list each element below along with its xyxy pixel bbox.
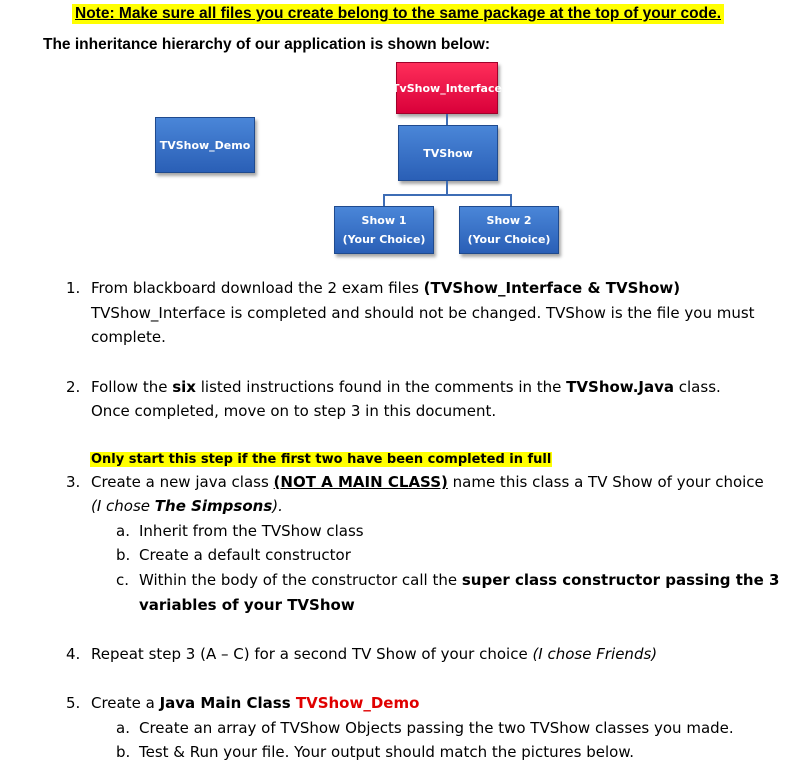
step-2-file: TVShow.Java [566, 378, 674, 396]
step-5-demo-name: TVShow_Demo [295, 694, 420, 712]
step-3c-label: c. [116, 571, 130, 589]
step-2-six: six [172, 378, 196, 396]
show1-subtitle: (Your Choice) [342, 233, 426, 247]
step-1-files: (TVShow_Interface & TVShow) [423, 279, 681, 297]
step-3b-label: b. [116, 546, 131, 564]
interface-box-label: TvShow_Interface [392, 81, 502, 95]
show2-box [459, 206, 559, 254]
step-3-show-name: The Simpsons [154, 497, 273, 515]
step-4-number: 4. [66, 645, 81, 663]
show1-box [334, 206, 434, 254]
step-3-text-b: name this class a TV Show of your choice [447, 473, 764, 491]
show2-title: Show 2 [486, 213, 532, 227]
step-3-not-main: (NOT A MAIN CLASS) [273, 473, 448, 491]
step-1-line-3: complete. [91, 328, 166, 346]
prerequisite-highlight [90, 449, 552, 469]
step-1-line-2: TVShow_Interface is completed and should not be changed. TVShow is the file you must [91, 304, 755, 322]
step-1-text: From blackboard download the 2 exam files [91, 279, 424, 297]
step-3c-text: Within the body of the constructor call the [139, 571, 462, 589]
step-5-main-class: Java Main Class [159, 694, 296, 712]
tvshow-parent-box [398, 125, 498, 181]
tvshow-parent-label: TVShow [423, 146, 473, 160]
step-2-text-c: class. [674, 378, 721, 396]
demo-box [155, 117, 255, 173]
step-3-line-1 [91, 470, 764, 495]
step-1-line-1 [91, 276, 680, 301]
step-5a-label: a. [116, 719, 130, 737]
step-3-chose: (I chose [91, 497, 155, 515]
step-2-text-b: listed instructions found in the comments in the [195, 378, 567, 396]
step-5a-text: Create an array of TVShow Objects passing the two TVShow classes you made. [139, 719, 734, 737]
step-4-text: Repeat step 3 (A – C) for a second TV Show of your choice [91, 645, 533, 663]
interface-box [392, 62, 502, 114]
demo-box-label: TVShow_Demo [159, 138, 251, 152]
step-2-number: 2. [66, 378, 81, 396]
step-3-line-2 [91, 494, 283, 519]
step-2-line-1 [91, 375, 721, 400]
step-5-number: 5. [66, 694, 81, 712]
step-2-line-2: Once completed, move on to step 3 in this document. [91, 402, 497, 420]
step-3-close: ). [272, 497, 283, 515]
step-5-line-1 [91, 691, 419, 716]
step-5b-label: b. [116, 743, 131, 761]
hierarchy-intro: The inheritance hierarchy of our application is shown below: [43, 36, 490, 53]
step-5-text: Create a [91, 694, 160, 712]
step-4-line [91, 642, 657, 667]
step-3-text-a: Create a new java class [91, 473, 274, 491]
step-1-number: 1. [66, 279, 81, 297]
step-3a-text: Inherit from the TVShow class [139, 522, 364, 540]
show1-title: Show 1 [361, 213, 407, 227]
step-5b-text: Test & Run your file. Your output should match the pictures below. [139, 743, 634, 761]
connector-parent-down [446, 181, 448, 195]
connector-show2 [510, 194, 512, 206]
connector-horizontal [383, 194, 512, 196]
step-3c-line-1 [139, 568, 779, 593]
step-3b-text: Create a default constructor [139, 546, 351, 564]
step-3-number: 3. [66, 473, 81, 491]
step-4-choice: (I chose Friends) [532, 645, 658, 663]
connector-show1 [383, 194, 385, 206]
prerequisite-text: Only start this step if the first two have been completed in full [91, 452, 552, 467]
step-3c-line-2: variables of your TVShow [139, 596, 355, 614]
show2-subtitle: (Your Choice) [467, 233, 551, 247]
package-note: Note: Make sure all files you create belong to the same package at the top of your code. [72, 4, 724, 24]
step-3c-bold: super class constructor passing the 3 [461, 571, 780, 589]
step-2-text-a: Follow the [91, 378, 173, 396]
step-3a-label: a. [116, 522, 130, 540]
